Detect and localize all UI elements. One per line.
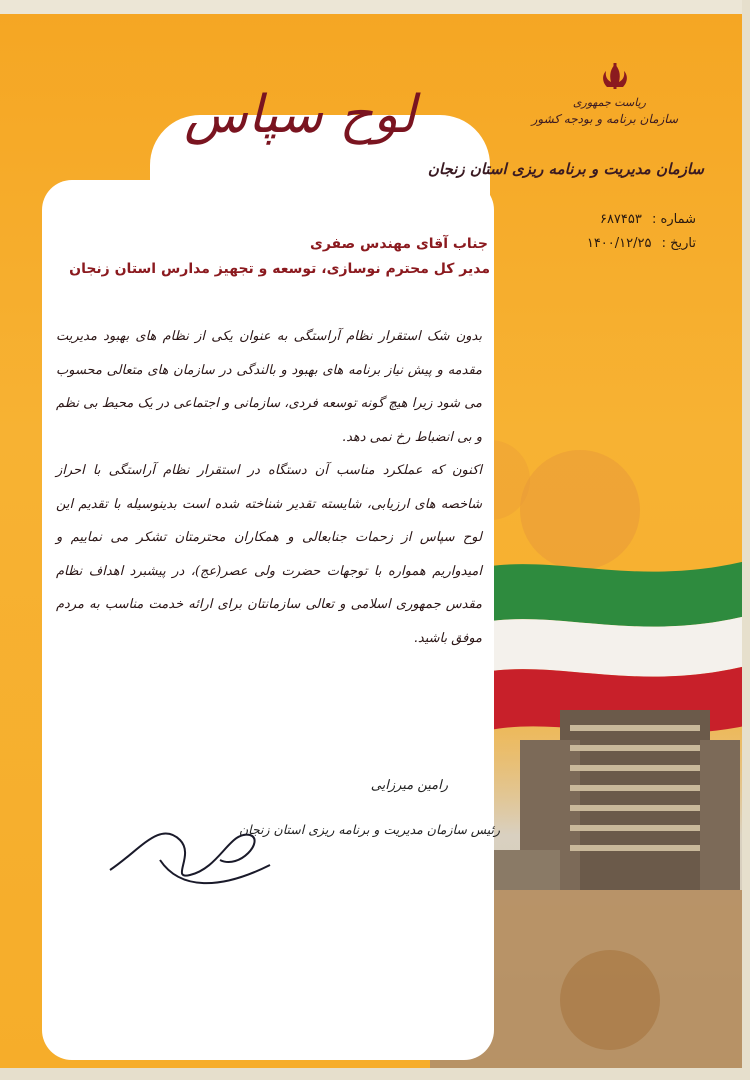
iran-emblem-icon [598, 60, 632, 94]
letter-date-value: ۱۴۰۰/۱۲/۲۵ [586, 236, 652, 251]
certificate-title: لوح سپاس [184, 85, 416, 145]
flag-green-band [470, 560, 750, 627]
recipient-position: مدیر کل محترم نوسازی، توسعه و تجهیز مدارس استان زنجان [69, 261, 490, 277]
building [560, 710, 710, 890]
letter-number [600, 212, 696, 227]
recipient-name: جناب آقای مهندس صفری [310, 236, 488, 252]
scan-border-top [0, 0, 750, 14]
letter-number-label: شماره : [652, 212, 696, 227]
body-paragraph: بدون شک استقرار نظام آراستگی به عنوان یکی از نظام های بهبود مدیریت مقدمه و پیش نیاز برنامه های بهبود و بالندگی در سازمان های متعالی محسوب می شود زیرا هیچ گونه توسعه فردی، سازمانی و اجتماعی در یک محیط بی نظم و بی انضباط رخ نمی دهد. [56, 329, 482, 445]
certificate-title-logo [170, 62, 430, 172]
org-line-budget: سازمان برنامه و بودجه کشور [531, 112, 678, 126]
handwritten-signature [100, 790, 280, 900]
org-line-presidency: ریاست جمهوری [572, 96, 646, 109]
letter-date-label: تاریخ : [661, 236, 696, 251]
certificate-body [56, 320, 482, 655]
letter-number-value: ۶۸۷۴۵۳ [599, 212, 642, 227]
signer-name: رامین میرزایی [370, 778, 448, 793]
body-paragraph: اکنون که عملکرد مناسب آن دستگاه در استقرار نظام آراستگی با احراز شاخصه های ارزیابی، شایسته تقدیر شناخته شده است بدینوسیله با تقدیم این لوح سپاس از زحمات جنابعالی و همکاران محترمتان تشکر می نماییم و امیدواریم همواره با توجهات حضرت ولی عصر(عج)، در پیشبرد اهداف نظام مقدس جمهوری اسلامی و تعالی سازمانتان برای ارائه خدمت مناسب به مردم موفق باشید. [56, 463, 482, 646]
scan-border-bottom [0, 1068, 750, 1080]
ornament-medallion [520, 450, 640, 570]
org-line-zanjan: سازمان مدیریت و برنامه ریزی استان زنجان [427, 160, 704, 178]
signer-title: رئیس سازمان مدیریت و برنامه ریزی استان زنجان [239, 822, 500, 837]
scan-border-right [742, 0, 750, 1080]
letter-date [587, 236, 696, 251]
